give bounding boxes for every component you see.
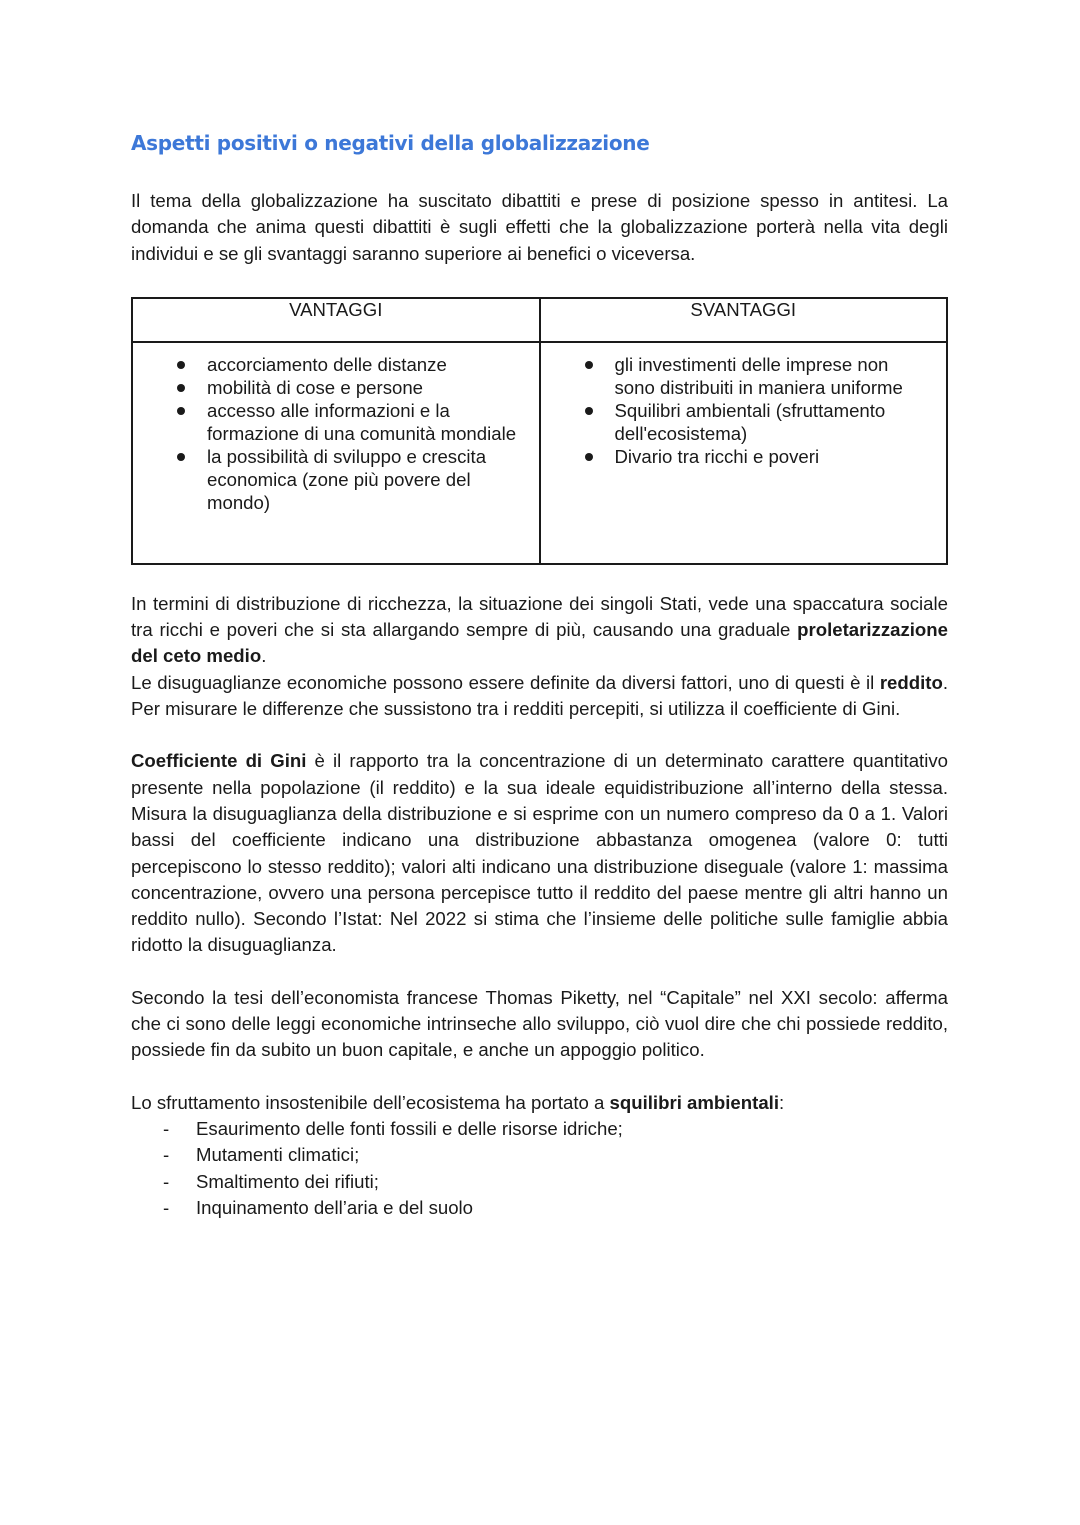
ricchezza-bold: proletarizzazione del ceto medio: [131, 619, 948, 667]
vantaggi-item: accorciamento delle distanze: [207, 353, 529, 376]
svantaggi-header: SVANTAGGI: [540, 298, 948, 342]
vantaggi-item: mobilità di cose e persone: [207, 376, 529, 399]
squilibri-item: - Smaltimento dei rifiuti;: [196, 1169, 948, 1195]
svantaggi-item: Divario tra ricchi e poveri: [615, 445, 927, 468]
svantaggi-item: gli investimenti delle imprese non sono distribuiti in maniera uniforme: [615, 353, 927, 399]
vantaggi-item: la possibilità di sviluppo e crescita economica (zone più povere del mondo): [207, 445, 529, 514]
piketty-paragraph: Secondo la tesi dell’economista francese Thomas Piketty, nel “Capitale” nel XXI secolo: afferma che ci sono delle leggi economiche intrinseche allo sviluppo, ciò vuol dire che chi possiede reddito, possiede fin da subito un buon capitale, e anche un appoggio politico.: [131, 986, 948, 1061]
ricchezza-end: .: [261, 645, 267, 667]
squilibri-item: - Esaurimento delle fonti fossili e delle risorse idriche;: [196, 1116, 948, 1142]
gini-paragraph: [131, 748, 948, 958]
squilibri-paragraph: [131, 1090, 948, 1116]
squilibri-list: [131, 1116, 948, 1221]
svantaggi-list: [551, 353, 937, 468]
reddito-bold: reddito: [879, 671, 943, 693]
disuguaglianze-text: Le disuguaglianze economiche possono essere definite da diversi fattori, uno di questi è il: [131, 671, 880, 693]
section-title: Aspetti positivi o negativi della globalizzazione: [131, 131, 650, 155]
intro-paragraph: Il tema della globalizzazione ha suscitato dibattiti e prese di posizione spesso in antitesi. La domanda che anima questi dibattiti è sugli effetti che la globalizzazione porterà nella vita degli individui e se gli svantaggi saranno superiore ai benefici o viceversa.: [131, 190, 948, 264]
squilibri-item: - Mutamenti climatici;: [196, 1142, 948, 1168]
vantaggi-cell: [132, 342, 540, 564]
disuguaglianze-end: . Per misurare le differenze che sussistono tra i redditi percepiti, si utilizza il coefficiente di Gini.: [131, 671, 948, 720]
squilibri-bold: squilibri ambientali: [609, 1091, 779, 1113]
ricchezza-paragraph: [131, 591, 948, 670]
gini-term: Coefficiente di Gini: [131, 750, 307, 772]
squilibri-text: Lo sfruttamento insostenibile dell’ecosistema ha portato a: [131, 1091, 610, 1113]
vantaggi-header: VANTAGGI: [132, 298, 540, 342]
svantaggi-cell: [540, 342, 948, 564]
disuguaglianze-paragraph: [131, 670, 948, 723]
svantaggi-item: Squilibri ambientali (sfruttamento dell'ecosistema): [615, 399, 927, 445]
gini-text: è il rapporto tra la concentrazione di un determinato carattere quantitativo presente nella popolazione (il reddito) e la sua ideale equidistribuzione all’interno della stessa. Misura la disuguaglianza della distribuzione e si esprime con un numero compreso da 0 a 1. Valori bassi del coefficiente indicano una distribuzione abbastanza omogenea (valore 0: tutti percepiscono lo stesso reddito); valori alti indicano una distribuzione diseguale (valore 1: massima concentrazione, ovvero una persona percepisce tutto il reddito del paese mentre gli altri hanno un reddito nullo). Secondo l’Istat: Nel 2022 si stima che l’insieme delle politiche sulle famiglie abbia ridotto la disuguaglianza.: [131, 750, 948, 956]
vantaggi-item: accesso alle informazioni e la formazione di una comunità mondiale: [207, 399, 529, 445]
squilibri-item: - Inquinamento dell’aria e del suolo: [196, 1195, 948, 1221]
vantaggi-list: [143, 353, 529, 514]
pros-cons-table: [131, 297, 948, 565]
squilibri-end: :: [779, 1091, 785, 1113]
document-content: [131, 128, 948, 1221]
ricchezza-text: In termini di distribuzione di ricchezza, la situazione dei singoli Stati, vede una spaccatura sociale tra ricchi e poveri che si sta allargando sempre di più, causando una graduale: [131, 592, 948, 641]
